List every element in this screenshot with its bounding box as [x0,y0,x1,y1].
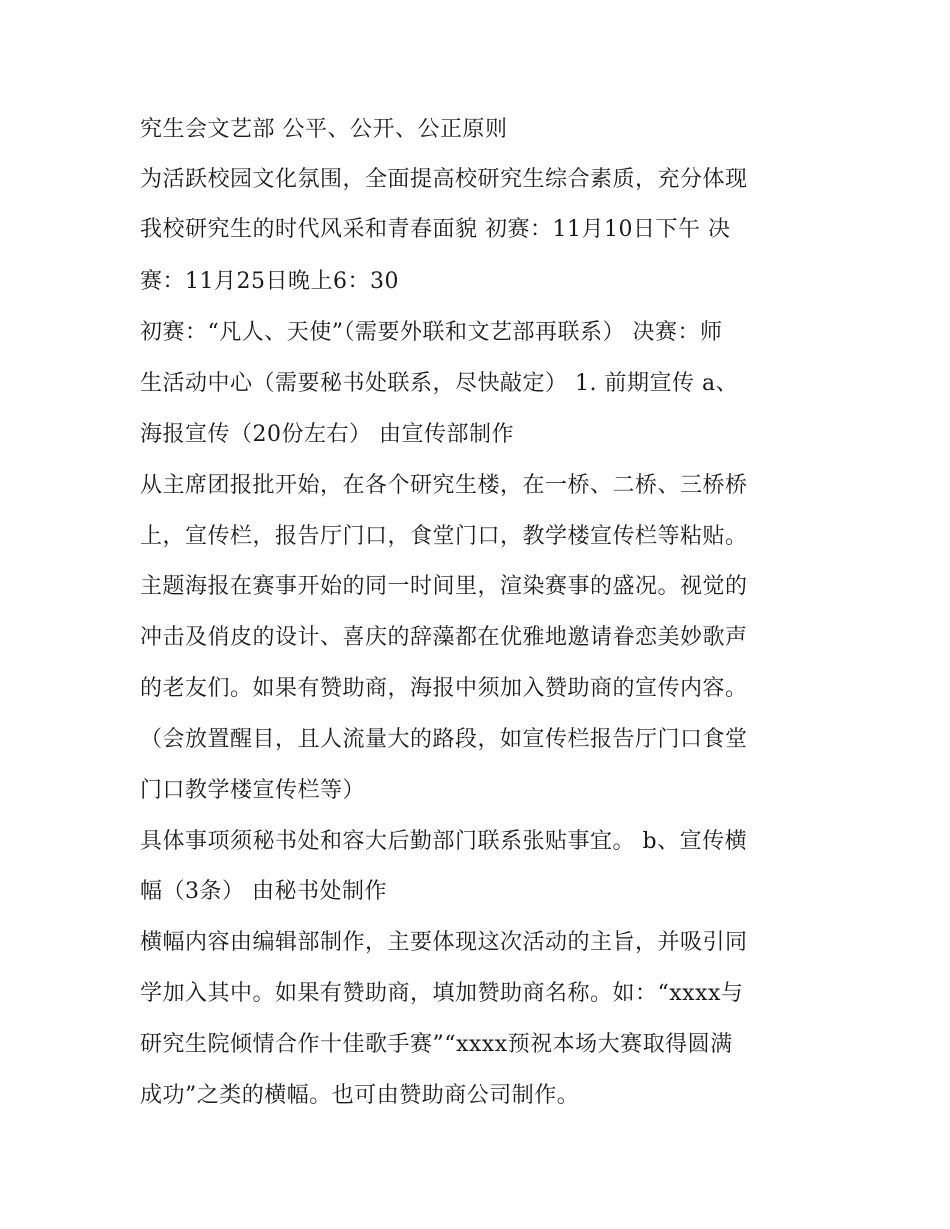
text-line: 具体事项须秘书处和容大后勤部门联系张贴事宜。 b、宣传横 [140,829,748,854]
text-line: 研究生院倾情合作十佳歌手赛”“xxxx预祝本场大赛取得圆满 [140,1032,733,1057]
text-line: 我校研究生的时代风采和青春面貌 初赛：11月10日下午 决 [140,217,731,242]
text-line: 的老友们。如果有赞助商，海报中须加入赞助商的宣传内容。 [140,676,748,701]
text-line: 学加入其中。如果有赞助商，填加赞助商名称。如：“xxxx与 [140,981,744,1006]
text-line: 门口教学楼宣传栏等） [140,778,366,803]
text-line: 究生会文艺部 公平、公开、公正原则 [140,117,508,142]
text-line: 幅（3条） 由秘书处制作 [140,879,387,904]
text-line: 海报宣传（20份左右） 由宣传部制作 [140,422,514,447]
text-line: 成功”之类的横幅。也可由赞助商公司制作。 [140,1083,580,1108]
text-line: 冲击及俏皮的设计、喜庆的辞藻都在优雅地邀请眷恋美妙歌声 [140,625,748,650]
text-line: （会放置醒目，且人流量大的路段，如宣传栏报告厅门口食堂 [140,727,748,752]
text-line: 横幅内容由编辑部制作，主要体现这次活动的主旨，并吸引同 [140,930,748,955]
text-line: 上，宣传栏，报告厅门口，食堂门口，教学楼宣传栏等粘贴。 [140,524,748,549]
text-line: 主题海报在赛事开始的同一时间里，渲染赛事的盛况。视觉的 [140,574,748,599]
text-line: 为活跃校园文化氛围，全面提高校研究生综合素质，充分体现 [140,167,748,192]
text-line: 生活动中心（需要秘书处联系，尽快敲定） 1. 前期宣传 a、 [140,371,739,396]
text-line: 初赛：“凡人、天使”（需要外联和文艺部再联系） 决赛：师 [140,320,723,345]
text-line: 赛：11月25日晚上6：30 [140,269,399,294]
text-line: 从主席团报批开始，在各个研究生楼，在一桥、二桥、三桥桥 [140,473,748,498]
